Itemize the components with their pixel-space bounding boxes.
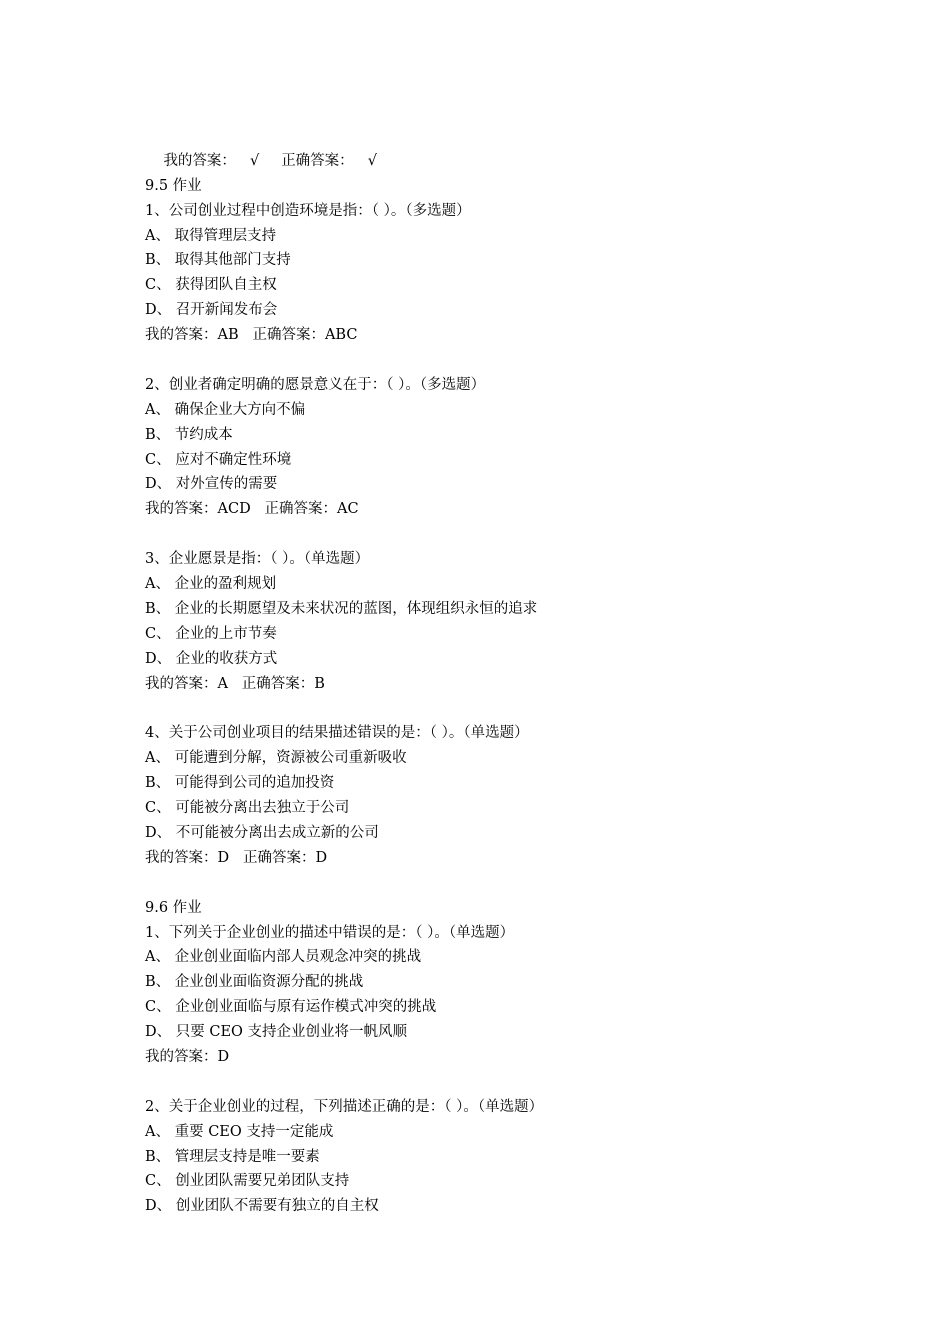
question-block	[145, 199, 905, 348]
section-title: 9.6 作业	[145, 899, 202, 916]
section-9-6	[145, 896, 905, 1220]
top-answer-line	[145, 124, 905, 169]
question-block	[145, 373, 905, 522]
option-d: D、 企业的收获方式	[145, 650, 278, 667]
question-text: 4、关于公司创业项目的结果描述错误的是：（ ）。（单选题）	[145, 725, 529, 742]
option-b: B、 管理层支持是唯一要素	[145, 1148, 320, 1165]
option-c: C、 应对不确定性环境	[145, 451, 292, 468]
option-a: A、 企业创业面临内部人员观念冲突的挑战	[145, 949, 422, 966]
answer-line: 我的答案：ACD 正确答案：AC	[145, 501, 359, 518]
correct-answer-value: √	[367, 152, 377, 169]
option-c: C、 可能被分离出去独立于公司	[145, 800, 350, 817]
option-a: A、 取得管理层支持	[145, 227, 277, 244]
question-text: 3、企业愿景是指：（ ）。（单选题）	[145, 551, 370, 568]
option-c: C、 企业创业面临与原有运作模式冲突的挑战	[145, 999, 437, 1016]
option-a: A、 可能遭到分解，资源被公司重新吸收	[145, 750, 407, 767]
section-title: 9.5 作业	[145, 177, 202, 194]
option-a: A、 重要 CEO 支持一定能成	[145, 1123, 334, 1140]
option-c: C、 获得团队自主权	[145, 277, 277, 294]
answer-line: 我的答案：A 正确答案：B	[145, 675, 325, 692]
option-d: D、 不可能被分离出去成立新的公司	[145, 824, 379, 841]
correct-answer-label: 正确答案：	[281, 152, 354, 169]
my-answer-label: 我的答案：	[163, 152, 236, 169]
option-b: B、 取得其他部门支持	[145, 252, 291, 269]
option-c: C、 企业的上市节奏	[145, 625, 277, 642]
option-c: C、 创业团队需要兄弟团队支持	[145, 1173, 350, 1190]
option-a: A、 企业的盈利规划	[145, 576, 277, 593]
question-text: 1、公司创业过程中创造环境是指：（ ）。（多选题）	[145, 202, 471, 219]
option-a: A、 确保企业大方向不偏	[145, 401, 306, 418]
option-d: D、 对外宣传的需要	[145, 476, 278, 493]
option-b: B、 企业创业面临资源分配的挑战	[145, 974, 364, 991]
answer-line: 我的答案：D	[145, 1048, 230, 1065]
option-b: B、 节约成本	[145, 426, 233, 443]
option-d: D、 创业团队不需要有独立的自主权	[145, 1198, 379, 1215]
answer-line: 我的答案：D 正确答案：D	[145, 849, 328, 866]
question-text: 2、关于企业创业的过程，下列描述正确的是：（ ）。（单选题）	[145, 1098, 544, 1115]
question-block	[145, 721, 905, 870]
option-b: B、 可能得到公司的追加投资	[145, 775, 335, 792]
my-answer-value: √	[249, 152, 260, 169]
option-d: D、 只要 CEO 支持企业创业将一帆风顺	[145, 1024, 408, 1041]
document-page	[145, 124, 905, 1219]
section-9-5	[145, 174, 905, 896]
question-block	[145, 547, 905, 696]
question-block	[145, 921, 905, 1070]
question-text: 2、创业者确定明确的愿景意义在于：（ ）。（多选题）	[145, 376, 486, 393]
answer-line: 我的答案：AB 正确答案：ABC	[145, 327, 358, 344]
question-block	[145, 1095, 905, 1219]
option-b: B、 企业的长期愿望及未来状况的蓝图，体现组织永恒的追求	[145, 600, 538, 617]
question-text: 1、下列关于企业创业的描述中错误的是：（ ）。（单选题）	[145, 924, 515, 941]
option-d: D、 召开新闻发布会	[145, 302, 278, 319]
